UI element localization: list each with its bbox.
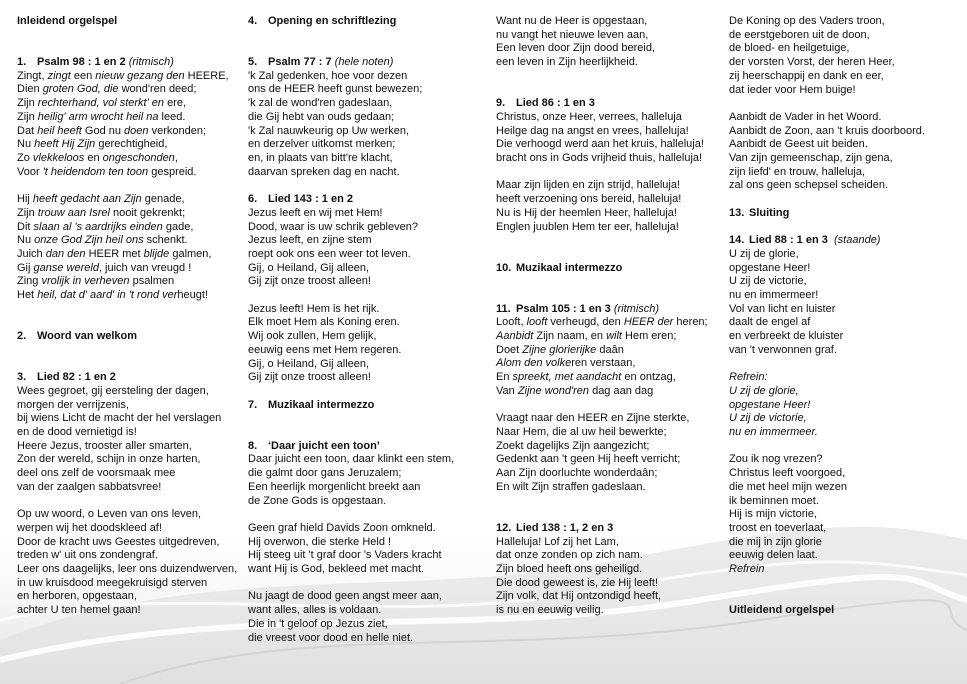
- lyric-line: achter U ten hemel gaan!: [17, 604, 141, 617]
- lyric-line: Nu jaagt de dood geen angst meer aan,: [248, 590, 442, 603]
- lyric-line: eeuwig delen laat.: [729, 549, 818, 562]
- lyric-line: Gij zijt onze troost alleen!: [248, 371, 371, 384]
- section-heading-daar-juicht: [248, 440, 454, 454]
- section-number: 13.: [729, 206, 745, 219]
- lyric-line: en verbreekt de kluister: [729, 330, 844, 343]
- lyric-line: Door de kracht uws Geestes uitgedreven,: [17, 535, 220, 548]
- section-title: Lied 143 : 1 en 2: [268, 193, 353, 206]
- section-number: 3.: [17, 371, 27, 384]
- column-2: [248, 15, 454, 645]
- lyric-line: is nu en eeuwig veilig.: [496, 604, 604, 617]
- section-number: 4.: [248, 15, 258, 27]
- section-number: 14.: [729, 234, 745, 247]
- lyric-line: Alom den volkeren verstaan,: [496, 357, 636, 370]
- lyric-line: Zou ik nog vrezen?: [729, 453, 823, 466]
- lyric-line: Die dood geweest is, zie Hij leeft!: [496, 576, 659, 589]
- lyric-line: nu en immermeer!: [729, 289, 819, 302]
- section-title: Opening en schriftlezing: [268, 15, 397, 27]
- section-title: Psalm 77 : 7: [268, 56, 332, 69]
- lyric-line: deel ons zelf de voorsmaak mee: [17, 467, 176, 480]
- section-heading-intermezzo-2: [496, 262, 708, 276]
- lyric-line: Nu is Hij der heemlen Heer, halleluja!: [496, 206, 677, 219]
- lyric-line: en derzelver uitkomst merken;: [248, 138, 396, 151]
- lyric-line: Gedenkt aan 't geen Hij heeft verricht;: [496, 453, 681, 466]
- lyric-line: Zijn bloed heeft ons geheiligd.: [496, 562, 643, 575]
- lyric-line: Zingt, zingt een nieuw gezang den HEERE,: [17, 69, 229, 82]
- refrain-line: Refrein:: [729, 371, 768, 384]
- lyric-line: Die in 't geloof op Jezus ziet,: [248, 617, 388, 630]
- section-number: 12.: [496, 521, 512, 534]
- lyric-line: Hij is mijn victorie,: [729, 508, 818, 521]
- lyric-line: Hij heeft gedacht aan Zijn genade,: [17, 193, 185, 206]
- lyric-line: Aan Zijn doorluchte wonderdaân;: [496, 467, 658, 480]
- lyric-line: Looft, looft verheugd, den HEER der heren;: [496, 316, 708, 329]
- lyric-line: Zijn trouw aan Isrel nooit gekrenkt;: [17, 206, 186, 219]
- refrain-marker: Refrein: [729, 563, 765, 576]
- section-title: Lied 88 : 1 en 3: [749, 234, 828, 247]
- section-number: 6.: [248, 193, 258, 206]
- lyric-line: 'k Zal gedenken, hoe voor dezen: [248, 69, 408, 82]
- lyric-line: Jezus leeft! Hem is het rijk.: [248, 302, 380, 315]
- lyric-line: Van Zijne wond'ren dag aan dag: [496, 384, 654, 397]
- lyric-line: Aanbidt de Zoon, aan 't kruis doorboord.: [729, 124, 925, 137]
- lyric-line: Want nu de Heer is opgestaan,: [496, 15, 648, 27]
- section-number: 11.: [496, 302, 511, 315]
- lyric-line: Vraagt naar den HEER en Zijne sterkte,: [496, 412, 690, 425]
- section-heading-lied-88: [729, 234, 925, 248]
- lyric-line: van 't verwonnen graf.: [729, 343, 837, 356]
- lyric-line: daalt de engel af: [729, 316, 811, 329]
- lyric-line: Jezus leeft, en zijne stem: [248, 234, 372, 247]
- refrain-line: opgestane Heer!: [729, 398, 811, 411]
- section-heading-closing: [729, 207, 925, 221]
- section-title: Sluiting: [749, 206, 790, 219]
- lyric-line: Elk moet Hem als Koning eren.: [248, 316, 400, 329]
- lyric-line: Christus leeft voorgoed,: [729, 467, 846, 480]
- lyric-line: U zij de victorie,: [729, 275, 807, 288]
- column-3: [496, 15, 708, 618]
- lyric-line: Zo vlekkeloos en ongeschonden,: [17, 152, 178, 164]
- lyric-line: Dood, waar is uw schrik gebleven?: [248, 220, 418, 233]
- lyric-line: Zoekt dagelijks Zijn aangezicht;: [496, 439, 650, 452]
- section-title: Psalm 105 : 1 en 3: [516, 302, 611, 315]
- section-title: Lied 86 : 1 en 3: [516, 97, 595, 110]
- lyric-line: Hij steeg uit 't graf door 's Vaders kracht: [248, 549, 442, 562]
- lyric-line: zij heerschappij en dank en eer,: [729, 69, 884, 82]
- lyric-line: Heilge dag na angst en vrees, halleluja!: [496, 124, 689, 137]
- section-heading-intermezzo: [248, 399, 454, 413]
- lyric-line: Die verhoogd werd aan het kruis, halleluja!: [496, 138, 704, 151]
- lyric-line: de bloed- en heilgetuige,: [729, 42, 850, 55]
- section-note: (hele noten): [334, 56, 394, 69]
- lyric-line: Wij ook zullen, Hem gelijk,: [248, 330, 377, 343]
- lyric-line: En wilt Zijn straffen gadeslaan.: [496, 480, 646, 493]
- column-1: [17, 15, 237, 618]
- lyric-line: Juich dan den HEER met blijde galmen,: [17, 247, 212, 260]
- lyric-line: Christus, onze Heer, verrees, halleluja: [496, 110, 682, 123]
- lyric-line: Naar Hem, die al uw heil bewerkte;: [496, 425, 667, 438]
- lyric-line: die vreest voor dood en helle niet.: [248, 631, 414, 644]
- lyric-line: dat onze zonden op zich nam.: [496, 549, 643, 562]
- lyric-line: Zing vrolijk in verheven psalmen: [17, 275, 175, 288]
- lyric-line: werpen wij het doodskleed af!: [17, 521, 162, 534]
- lyric-line: Vol van licht en luister: [729, 302, 836, 315]
- lyric-line: die galmt door gans Jeruzalem;: [248, 467, 402, 480]
- lyric-line: Hij overwon, die sterke Held !: [248, 535, 392, 548]
- lyric-line: want alles, alles is voldaan.: [248, 604, 382, 617]
- lyric-line: troost en toeverlaat,: [729, 521, 827, 534]
- section-number: 1.: [17, 56, 27, 69]
- lyric-line: daarvan spreken dag en nacht.: [248, 165, 400, 178]
- lyric-line: Englen juublen Hem ter eer, halleluja!: [496, 220, 679, 233]
- lyric-line: Gij, o Heiland, Gij alleen,: [248, 261, 370, 274]
- lyric-line: Dit slaan al 's aardrijks einden gade,: [17, 220, 194, 233]
- lyric-line: Maar zijn lijden en zijn strijd, halleluja!: [496, 179, 681, 192]
- lyric-line: Voor 't heidendom ten toon gespreid.: [17, 165, 197, 178]
- lyric-line: en herboren, opgestaan,: [17, 590, 137, 603]
- lyric-line: Leer ons daagelijks, leer ons duizendwerven,: [17, 563, 238, 575]
- lyric-line: De Koning op des Vaders troon,: [729, 15, 885, 27]
- lyric-line: treden w' uit ons zondengraf.: [17, 549, 158, 562]
- section-title: Muzikaal intermezzo: [516, 261, 623, 274]
- lyric-line: Een leven door Zijn dood bereid,: [496, 42, 655, 55]
- lyric-line: in uw kruisdood meegekruisigd sterven: [17, 576, 208, 589]
- lyric-line: bij wiens Licht de macht der hel verslagen: [17, 412, 222, 425]
- lyric-line: 'k zal de wond'ren gadeslaan,: [248, 97, 393, 110]
- lyric-line: Nu heeft Hij Zijn gerechtigheid,: [17, 138, 168, 151]
- lyric-line: ik beminnen moet.: [729, 494, 819, 507]
- lyric-line: Zijn volk, dat Hij ontzondigd heeft,: [496, 590, 662, 603]
- lyric-line: Aanbidt de Vader in het Woord.: [729, 110, 882, 123]
- section-heading-lied-86: [496, 97, 708, 111]
- refrain-line: nu en immermeer.: [729, 426, 818, 439]
- section-number: 10.: [496, 261, 512, 274]
- lyric-line: Heere Jezus, trooster aller smarten,: [17, 439, 192, 452]
- section-title: Psalm 98 : 1 en 2: [37, 56, 126, 69]
- lyric-line: Nu onze God Zijn heil ons schenkt.: [17, 234, 188, 247]
- lyric-line: Jezus leeft en wij met Hem!: [248, 206, 383, 219]
- lyric-line: want Hij is God, bekleed met macht.: [248, 563, 425, 575]
- lyric-line: de Zone Gods is opgestaan.: [248, 494, 387, 507]
- lyric-line: bracht ons in Gods vrijheid thuis, halleluja!: [496, 152, 703, 164]
- lyric-line: Van zijn gemeenschap, zijn gena,: [729, 152, 893, 165]
- lyric-line: Doet Zijne glorierijke daân: [496, 343, 624, 356]
- lyric-line: dat ieder voor Hem buige!: [729, 83, 856, 96]
- lyric-line: Gij ganse wereld, juich van vreugd !: [17, 261, 192, 274]
- lyric-line: Zijn rechterhand, vol sterkt' en ere,: [17, 97, 187, 110]
- section-title: Muzikaal intermezzo: [268, 398, 375, 411]
- lyric-line: die met heel mijn wezen: [729, 480, 848, 493]
- lyric-line: een leven in Zijn heerlijkheid.: [496, 56, 638, 69]
- lyric-line: der vorsten Vorst, der heren Heer,: [729, 56, 895, 69]
- lyric-line: 'k Zal nauwkeurig op Uw werken,: [248, 124, 410, 137]
- lyric-line: de eerstgeboren uit de doon,: [729, 28, 870, 41]
- section-note: (ritmisch): [128, 56, 174, 69]
- section-heading-psalm-98: [17, 56, 237, 70]
- lyric-line: die Gij hebt van ouds gedaan;: [248, 110, 395, 123]
- lyric-line: die mij in zijn glorie: [729, 535, 822, 548]
- lyric-line: Halleluja! Lof zij het Lam,: [496, 535, 619, 548]
- lyric-line: Het heil, dat d' aard' in 't rond verheugt!: [17, 289, 208, 302]
- lyric-line: Op uw woord, o Leven van ons leven,: [17, 508, 202, 521]
- lyric-line: en, in plaats van bitt're klacht,: [248, 152, 393, 164]
- section-title: Lied 138 : 1, 2 en 3: [516, 521, 614, 534]
- section-title-opening-organ: Inleidend orgelspel: [17, 15, 118, 27]
- lyric-line: ons de HEER heeft gunst bewezen;: [248, 83, 423, 96]
- section-note: (ritmisch): [613, 302, 660, 315]
- section-title: ‘Daar juicht een toon’: [268, 439, 380, 452]
- lyric-line: opgestane Heer!: [729, 261, 811, 274]
- section-title-closing-organ: Uitleidend orgelspel: [729, 604, 835, 617]
- section-number: 9.: [496, 97, 506, 110]
- section-number: 7.: [248, 398, 258, 411]
- refrain-line: U zij de glorie,: [729, 384, 799, 397]
- section-heading-lied-138: [496, 522, 708, 536]
- lyric-line: morgen der verrijzenis,: [17, 398, 129, 411]
- lyric-line: Gij zijt onze troost alleen!: [248, 275, 371, 288]
- lyric-line: Wees gegroet, gij eersteling der dagen,: [17, 384, 209, 397]
- section-title: Woord van welkom: [37, 330, 138, 343]
- section-number: 8.: [248, 439, 258, 452]
- lyric-line: Zijn heilig' arm wrocht heil na leed.: [17, 110, 186, 123]
- section-number: 2.: [17, 330, 27, 343]
- column-4: [729, 15, 925, 618]
- section-heading-lied-82: [17, 371, 237, 385]
- lyric-line: en de dood vernietigd is!: [17, 425, 137, 438]
- lyric-line: Zon der wereld, schijn in onze harten,: [17, 453, 201, 466]
- lyric-line: eeuwig eens met Hem regeren.: [248, 343, 402, 356]
- lyric-line: U zij de glorie,: [729, 247, 799, 260]
- lyric-line: En spreekt, met aandacht en ontzag,: [496, 371, 676, 384]
- lyric-line: van der zaalgen sabbatsvree!: [17, 480, 162, 493]
- lyric-line: Aanbidt Zijn naam, en wilt Hem eren;: [496, 330, 677, 343]
- lyric-line: Gij, o Heiland, Gij alleen,: [248, 357, 370, 370]
- section-title: Lied 82 : 1 en 2: [37, 371, 116, 384]
- lyric-line: nu vangt het nieuwe leven aan,: [496, 28, 649, 41]
- lyric-line: Daar juicht een toon, daar klinkt een stem,: [248, 453, 455, 466]
- section-heading-lied-143: [248, 193, 454, 207]
- section-heading-psalm-105: [496, 303, 708, 317]
- lyric-line: roept ook ons een weer tot leven.: [248, 247, 411, 260]
- section-heading-welcome: [17, 330, 237, 344]
- lyric-line: Een heerlijk morgenlicht breekt aan: [248, 480, 421, 493]
- lyric-line: Aanbidt de Geest uit beiden.: [729, 138, 868, 151]
- lyric-line: zijn liefd' en trouw, halleluja,: [729, 165, 866, 178]
- lyric-line: Dat heil heeft God nu doen verkonden;: [17, 124, 207, 137]
- lyric-line: Dien groten God, die wond'ren deed;: [17, 83, 197, 96]
- section-heading-opening: [248, 15, 454, 29]
- lyric-line: Geen graf hield Davids Zoon omkneld.: [248, 521, 436, 534]
- refrain-line: U zij de victorie,: [729, 412, 807, 425]
- section-number: 5.: [248, 56, 258, 69]
- section-heading-psalm-77: [248, 56, 454, 70]
- lyric-line: heeft verzoening ons bereid, halleluja!: [496, 193, 682, 206]
- lyric-line: zal ons geen schepsel scheiden.: [729, 179, 888, 192]
- section-note: (staande): [834, 234, 881, 247]
